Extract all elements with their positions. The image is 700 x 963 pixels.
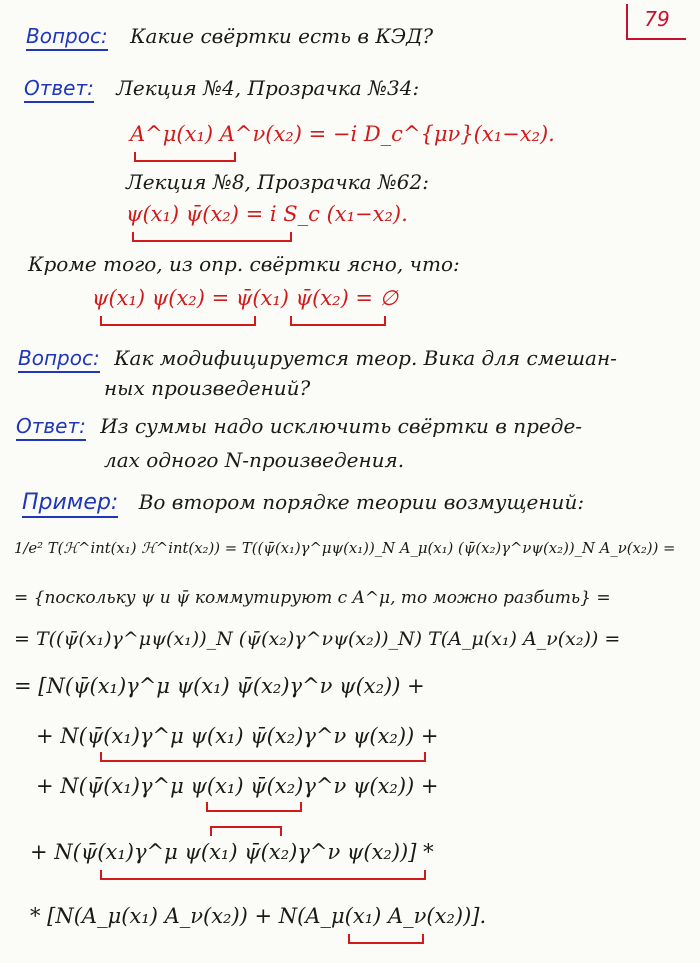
math-line-5: + N(ψ̄(x₁)γ^μ ψ(x₁) ψ̄(x₂)γ^ν ψ(x₂)) + bbox=[36, 724, 439, 748]
zero-contractions-equation: ψ(x₁) ψ(x₂) = ψ̄(x₁) ψ̄(x₂) = ∅ bbox=[92, 286, 398, 310]
math-line-8: * [N(A_μ(x₁) A_ν(x₂)) + N(A_μ(x₁) A_ν(x₂))]. bbox=[30, 904, 487, 928]
contraction-bracket bbox=[134, 152, 236, 162]
question-1 bbox=[26, 24, 433, 48]
question-text-line-1: Как модифицируется теор. Вика для смешан- bbox=[114, 346, 617, 370]
math-line-1: 1/e² T(ℋ^int(x₁) ℋ^int(x₂)) = T((ψ̄(x₁)γ^μψ(x₁))_N A_μ(x₁) (ψ̄(x₂)γ^νψ(x₂))_N A_ν(x₂)) = bbox=[14, 540, 676, 557]
photon-contraction-equation: A^μ(x₁) A^ν(x₂) = −i D_c^{μν}(x₁−x₂). bbox=[130, 122, 555, 146]
contraction-bracket bbox=[100, 752, 426, 762]
contraction-bracket bbox=[348, 934, 424, 944]
question-label: Вопрос: bbox=[18, 346, 100, 373]
contraction-bracket bbox=[210, 826, 282, 836]
answer-text-line-1: Из суммы надо исключить свёртки в преде- bbox=[100, 414, 583, 438]
page-number: 79 bbox=[626, 4, 686, 40]
answer-2 bbox=[16, 414, 582, 438]
answer-text-line-2: лах одного N-произведения. bbox=[104, 448, 405, 472]
question-text-line-2: ных произведений? bbox=[104, 376, 311, 400]
question-text: Какие свёртки есть в КЭД? bbox=[130, 24, 434, 48]
answer-text: Лекция №4, Прозрачка №34: bbox=[116, 76, 420, 100]
lecture-reference: Лекция №8, Прозрачка №62: bbox=[126, 170, 429, 194]
math-line-6: + N(ψ̄(x₁)γ^μ ψ(x₁) ψ̄(x₂)γ^ν ψ(x₂)) + bbox=[36, 774, 439, 798]
math-line-4: = [N(ψ̄(x₁)γ^μ ψ(x₁) ψ̄(x₂)γ^ν ψ(x₂)) + bbox=[14, 674, 425, 698]
example-label: Пример: bbox=[22, 490, 118, 518]
answer-1 bbox=[24, 76, 419, 100]
math-line-7: + N(ψ̄(x₁)γ^μ ψ(x₁) ψ̄(x₂)γ^ν ψ(x₂))] * bbox=[30, 840, 434, 864]
contraction-bracket bbox=[206, 802, 302, 812]
math-line-2: = {поскольку ψ и ψ̄ коммутируют с A^μ, то можно разбить} = bbox=[14, 588, 611, 608]
math-line-3: = T((ψ̄(x₁)γ^μψ(x₁))_N (ψ̄(x₂)γ^νψ(x₂))_N) T(A_μ(x₁) A_ν(x₂)) = bbox=[14, 628, 621, 650]
example-text: Во втором порядке теории возмущений: bbox=[138, 490, 585, 514]
contraction-bracket bbox=[290, 316, 386, 326]
contraction-bracket bbox=[100, 316, 256, 326]
additional-remark: Кроме того, из опр. свёртки ясно, что: bbox=[28, 252, 460, 276]
answer-label: Ответ: bbox=[24, 76, 94, 103]
fermion-contraction-equation: ψ(x₁) ψ̄(x₂) = i S_c (x₁−x₂). bbox=[126, 202, 408, 226]
contraction-bracket bbox=[132, 232, 292, 242]
question-2 bbox=[18, 346, 617, 370]
question-label: Вопрос: bbox=[26, 24, 108, 51]
answer-label: Ответ: bbox=[16, 414, 86, 441]
contraction-bracket bbox=[100, 870, 426, 880]
example bbox=[22, 490, 584, 515]
